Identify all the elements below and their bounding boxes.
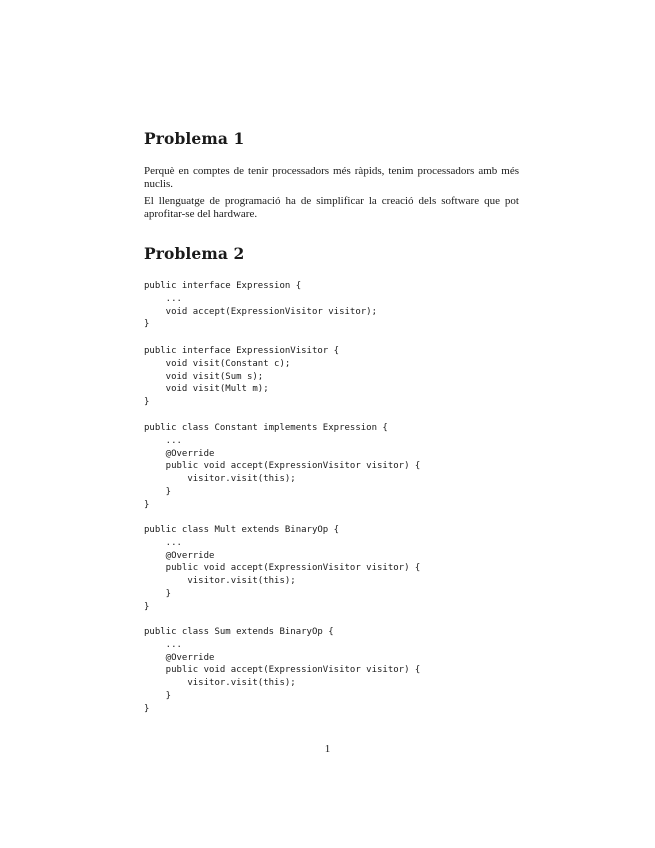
code-block-expression-visitor-interface: public interface ExpressionVisitor { void visit(Constant c); void visit(Sum s); void visit(Mult m); }: [144, 346, 340, 407]
page-number: 1: [324, 743, 331, 755]
code-block-sum-class: public class Sum extends BinaryOp { ... @Override public void accept(ExpressionVisitor visitor) { visitor.visit(this); } }: [144, 627, 421, 714]
code-block-expression-interface: public interface Expression { ... void accept(ExpressionVisitor visitor); }: [144, 281, 377, 330]
code-block-mult-class: public class Mult extends BinaryOp { ... @Override public void accept(ExpressionVisitor visitor) { visitor.visit(this); } }: [144, 525, 421, 612]
code-block-constant-class: public class Constant implements Expression { ... @Override public void accept(ExpressionVisitor visitor) { visitor.visit(this); } }: [144, 423, 421, 510]
section-title-problema-2: Problema 2: [144, 244, 245, 263]
paragraph-problema-1-second: El llenguatge de programació ha de simplificar la creació dels software que pot aprofitar-se del hardware.: [144, 195, 519, 220]
section-title-problema-1: Problema 1: [144, 129, 245, 148]
paragraph-problema-1-first: Perquè en comptes de tenir processadors més ràpids, tenim processadors amb més nuclis.: [144, 165, 519, 190]
